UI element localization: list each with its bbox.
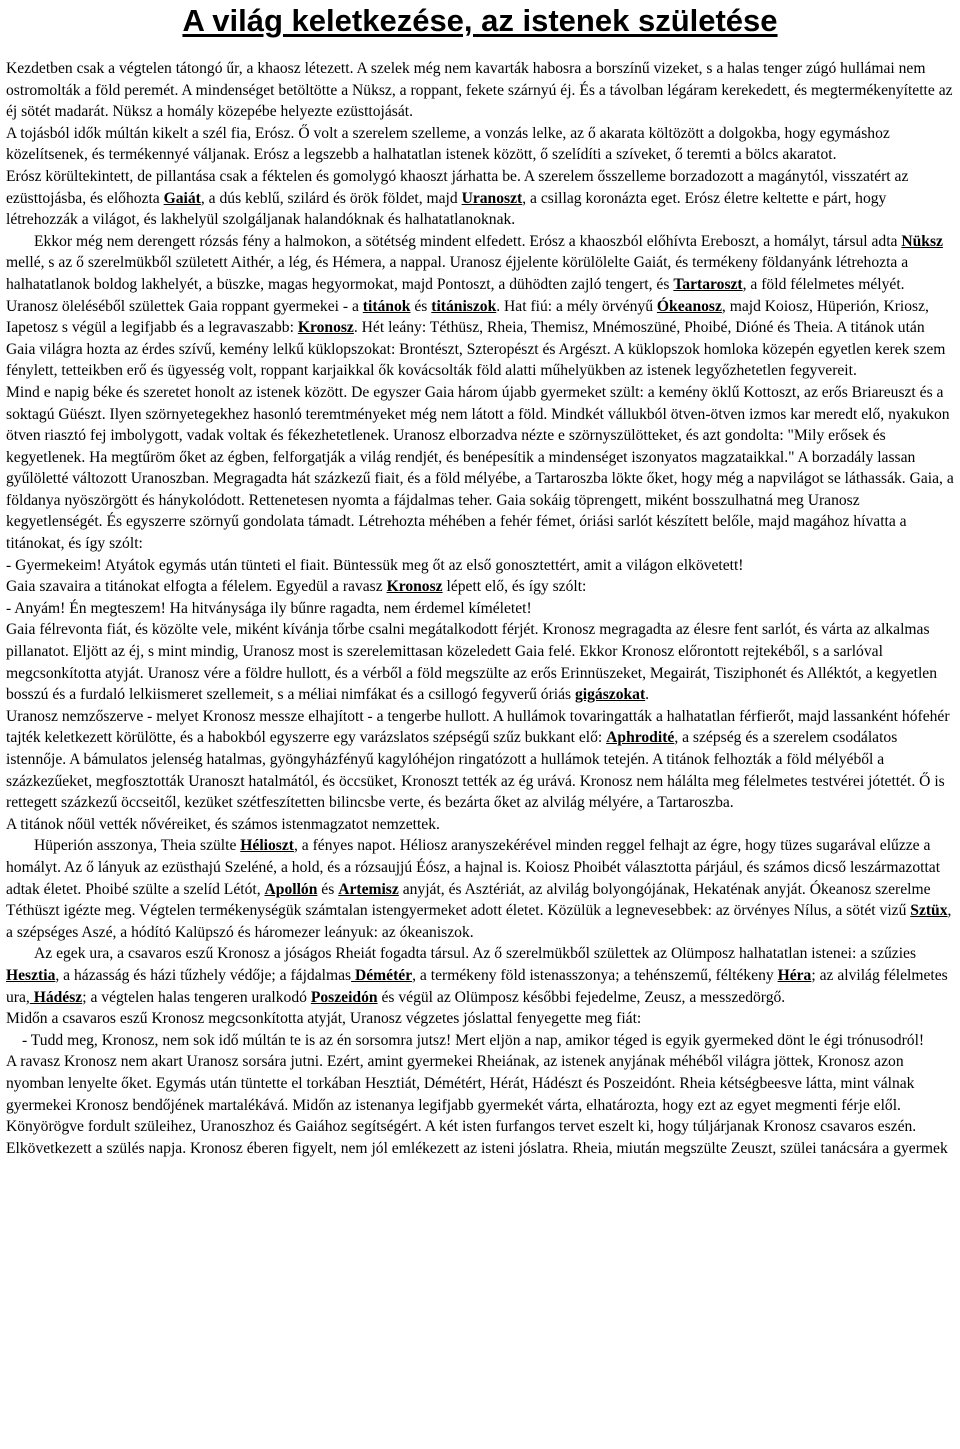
paragraph (6, 598, 954, 620)
text-run: A ravasz Kronosz nem akart Uranosz sorsára jutni. Ezért, amint gyermekei Rheiának, az istenek anyjának méhéből világra jöttek, Kronosz azon nyomban lenyelte őket. Egymás után tüntette el torkában Hesztiát, Démétért, Hérát, Hádészt és Poszeidónt. Rheia kétségbeesve látta, mint válnak gyermekei Kronosz bendőjének martalékává. Midőn az istenanya legifjabb gyermekét várta, elhatározta, hogy ezt az egyet megmenti férje elől. Könyörögve fordult szüleihez, Uranoszhoz és Gaiához segítségért. A két isten furfangos tervet eszelt ki, hogy túljárjanak Kronosz csavaros eszén. Elkövetkezett a szülés napja. Kronosz éberen figyelt, nem jól emlékezett az isteni jóslatra. Rheia, miután megszülte Zeuszt, szülei tanácsára a gyermek (6, 1053, 948, 1157)
text-run: és (410, 297, 432, 315)
glossary-link[interactable]: Hélioszt (240, 837, 294, 855)
text-run: anyját, és Asztériát, az alvilág bolyongójának, Hekaténak anyját. Ókeanosz szerelme Téthüszt igézte meg. Végtelen termékenységük számtalan istengyermeket adott életet. Közülük a legnevesebbek: az örvényes Nílus, a sötét vizű (6, 880, 931, 920)
paragraph (6, 166, 954, 231)
paragraph (6, 123, 954, 166)
text-run: , a föld félelmetes mélyét. Uranosz öleléséből születtek Gaia roppant gyermekei - a (6, 275, 905, 315)
glossary-link[interactable]: titánok (362, 297, 411, 315)
glossary-link[interactable]: Kronosz (386, 578, 443, 596)
paragraph (6, 1051, 954, 1159)
glossary-link[interactable]: Poszeidón (310, 988, 378, 1006)
text-run: - Gyermekeim! Atyátok egymás után tünteti el fiait. Büntessük meg őt az első gonosztettért, amit a világon elkövetett! (6, 556, 744, 574)
article-body (6, 58, 954, 1159)
paragraph (6, 555, 954, 577)
text-run: - Tudd meg, Kronosz, nem sok idő múltán te is az én sorsomra jutsz! Mert eljön a nap, amikor téged is egyik gyermeked dönt le égi trónusodról! (22, 1031, 925, 1049)
paragraph (6, 619, 954, 705)
glossary-link[interactable]: Artemisz (338, 880, 399, 898)
glossary-link[interactable]: titániszok (431, 297, 497, 315)
paragraph (6, 706, 954, 814)
text-run: és végül az Olümposz későbbi fejedelme, Zeusz, a messzedörgő. (377, 988, 786, 1006)
glossary-link[interactable]: Hesztia (6, 966, 56, 984)
paragraph (6, 576, 954, 598)
text-run: , a szépséges Aszé, a hódító Kalüpszó és háromezer leányuk: az ókeaniszok. (6, 902, 952, 941)
glossary-link[interactable]: Démétér (351, 966, 413, 984)
glossary-link[interactable]: Hádész (29, 988, 83, 1006)
text-run: Mind e napig béke és szeretet honolt az istenek között. De egyszer Gaia három újabb gyermeket szült: a kemény öklű Kottoszt, az erős Briareuszt és a soktagú Güészt. Ilyen szörnyetegekhez hasonló teremtményeket még nem látott a föld. Mindkét vállukból ötven-ötven izmos kar meredt elő, nyakukon ötven riasztó fej imbolygott, vadak voltak és fékezhetetlenek. Uranosz elborzadva nézte e szörnyszülötteket, és azt gondolta: "Mily erősek és kegyetlenek. Ha megtűröm őket az égben, felforgatják a világ rendjét, és benépesítik a mindenséget iszonyatos magzataikkal." A borzadály lassan gyűlöletté változott Uranoszban. Megragadta hát százkezű fiait, és a föld mélyébe, a Tartaroszba lökte őket, hogy még a napvilágot se láthassák. Gaia, a földanya nyöszörgött és hánykolódott. Rettenetesen nyomta a fájdalmas teher. Gaia sokáig töprengett, miként bosszulhatná meg Uranosz kegyetlenségét. És egyszerre szörnyű gondolata támadt. Létrehozta méhében a fehér fémet, óriási sarlót készített belőle, majd magához hívatta a titánokat, és így szólt: (6, 383, 954, 553)
text-run: és (317, 880, 339, 898)
paragraph (6, 382, 954, 555)
paragraph (6, 835, 954, 943)
text-run: ; az alvilág félelmetes ura, (6, 966, 948, 1006)
text-run: Gaia szavaira a titánokat elfogta a félelem. Egyedül a ravasz (6, 578, 387, 596)
glossary-link[interactable]: Kronosz (297, 319, 354, 337)
text-run: . (645, 686, 650, 704)
text-run: , a fényes napot. Héliosz aranyszekérével minden reggel felhajt az égre, hogy tüzes sugarával elűzze a homályt. Az ő lányuk az ezüsthajú Szeléné, a hold, és a rózsaujjú Éósz, a hajnal is. Koiosz Phoibét választotta párjául, és számos dicső leszármazottat adtak életet. Phoibé szülte a szelíd Létót, (6, 837, 941, 898)
paragraph (6, 1008, 954, 1030)
text-run: , a csillag koronázta eget. Erósz életre keltette e párt, hogy létrehozzák a világot, és lakhelyül szolgáljanak halandóknak és halhatatlanoknak. (6, 189, 887, 229)
glossary-link[interactable]: Tartaroszt (673, 275, 743, 293)
text-run: , a szépség és a szerelem csodálatos istennője. A bámulatos jelenség hatalmas, gyöngyházfényű kagylóhéjon ringatózott a hullámok tetején. A titánok felhozták a föld mélyéből a százkezűeket, megfosztották Uranoszt hatalmától, és öccsüket, Kronoszt tették az ég urává. Kronosz nem hálálta meg félelmetes testvérei jótettét. Ő is rettegett százkezű öccseitől, kezüket szétfeszítetten bilincsbe verte, és bezárta őket az alvilág mélyére, a Tartaroszba. (6, 729, 945, 812)
glossary-link[interactable]: Nüksz (901, 232, 943, 250)
page-title: A világ keletkezése, az istenek születése (182, 3, 778, 38)
text-run: A tojásból idők múltán kikelt a szél fia, Erósz. Ő volt a szerelem szelleme, a vonzás lelke, az ő akarata költözött a dolgokba, hogy egymáshoz közelítsenek, és termékennyé váljanak. Erósz a legszebb a halhatatlan istenek között, ő szelídíti a szíveket, ő teremti a bölcs akaratot. (6, 124, 890, 164)
paragraph (6, 814, 954, 836)
glossary-link[interactable]: gigászokat (575, 686, 646, 704)
text-run: Ekkor még nem derengett rózsás fény a halmokon, a sötétség mindent elfedett. Erósz a khaoszból előhívta Ereboszt, a homályt, társul adta (34, 232, 902, 250)
text-run: A titánok nőül vették nővéreiket, és számos istenmagzatot nemzettek. (6, 815, 440, 833)
text-run: , a házasság és házi tűzhely védője; a fájdalmas (55, 966, 352, 984)
text-run: lépett elő, és így szólt: (442, 578, 587, 596)
text-run: Kezdetben csak a végtelen tátongó űr, a khaosz létezett. A szelek még nem kavarták habosra a borszínű vizeket, s a halas tenger zúgó hullámai nem ostromolták a föld peremét. A mindenséget betöltötte a Nüksz, a roppant, fekete szárnyú éj. És a távolban légáram kerekedett, és megtermékenyítette az éj sötét madarát. Nüksz a homály közepébe helyezte ezüsttojását. (6, 60, 953, 121)
glossary-link[interactable]: Apollón (264, 880, 318, 898)
text-run: Uranosz nemzőszerve - melyet Kronosz messze elhajított - a tengerbe hullott. A hullámok tovaringatták a halhatatlan férfierőt, majd lassanként hófehér tajték keletkezett körülötte, és a habokból egyszerre egy varázslatos szépségű szűz bukkant elő: (6, 707, 950, 747)
glossary-link[interactable]: Gaiát (163, 189, 201, 207)
glossary-link[interactable]: Héra (777, 966, 812, 984)
text-run: , a termékeny föld istenasszonya; a tehénszemű, féltékeny (412, 966, 778, 984)
text-run: ; a végtelen halas tengeren uralkodó (82, 988, 311, 1006)
text-run: Midőn a csavaros eszű Kronosz megcsonkította atyját, Uranosz végzetes jóslattal fenyegette meg fiát: (6, 1010, 642, 1028)
glossary-link[interactable]: Aphrodité (606, 729, 675, 747)
paragraph (6, 231, 954, 382)
text-run: . Hét leány: Téthüsz, Rheia, Themisz, Mnémoszüné, Phoibé, Dióné és Theia. A titánok után Gaia világra hozta az érdes szívű, kemény lelkű küklopszokat: Brontészt, Szteropészt és Argészt. A küklopszok homloka közepén egyetlen kerek szem fénylett, tetteikben erő és ügyesség volt, roppant karjaikkal ők kovácsolták föld alatti műhelyükben az istenek legyőzhetetlen fegyvereit. (6, 319, 946, 380)
glossary-link[interactable]: Uranoszt (461, 189, 523, 207)
glossary-link[interactable]: Sztüx (910, 902, 948, 920)
text-run: . Hat fiú: a mély örvényű (496, 297, 657, 315)
text-run: - Anyám! Én megteszem! Ha hitványsága ily bűnre ragadta, nem érdemel kíméletet! (6, 599, 532, 617)
text-run: Az egek ura, a csavaros eszű Kronosz a jóságos Rheiát fogadta társul. Az ő szerelmükből születtek az Olümposz halhatatlan istenei: a szűzies (34, 945, 917, 963)
text-run: Hüperión asszonya, Theia szülte (34, 837, 241, 855)
text-run: , a dús keblű, szilárd és örök földet, majd (200, 189, 462, 207)
paragraph (6, 58, 954, 123)
text-run: mellé, s az ő szerelmükből született Aithér, a lég, és Hémera, a nappal. Uranosz éjjelente körülölelte Gaiát, és termékeny földanyánk létrehozta a halhatatlanok boldog lakhelyét, a büszke, magas hegyormokat, majd Pontoszt, a dühödten zajló tengert, és (6, 254, 909, 293)
glossary-link[interactable]: Ókeanosz (656, 297, 722, 315)
text-run: Erósz körültekintett, de pillantása csak a féktelen és gomolygó khaoszt járhatta be. A szerelem ősszelleme borzadozott a magánytól, visszatért az ezüsttojásba, és előhozta (6, 167, 909, 207)
text-run: , majd Koiosz, Hüperión, Kriosz, Iapetosz s végül a legifjabb és a legravaszabb: (6, 297, 929, 337)
paragraph (6, 1030, 954, 1052)
text-run: Gaia félrevonta fiát, és közölte vele, miként kívánja tőrbe csalni megátalkodott férjét. Kronosz megragadta az élesre fent sarlót, és várta az alkalmas pillanatot. Eljött az éj, s mint mindig, Uranosz most is szerelemittasan közeledett Gaia felé. Ekkor Kronosz előrontott rejtekéből, s a sarlóval megcsonkította atyját. Uranosz vére a földre hullott, és a vérből a föld megszülte az erős Erinnüszeket, Megairát, Tisziphonét és Alléktót, a kegyetlen bosszú és a furdaló lelkiismeret szellemeit, s a méliai nimfákat és a csillogó fegyverű óriás (6, 621, 938, 704)
paragraph (6, 943, 954, 1008)
